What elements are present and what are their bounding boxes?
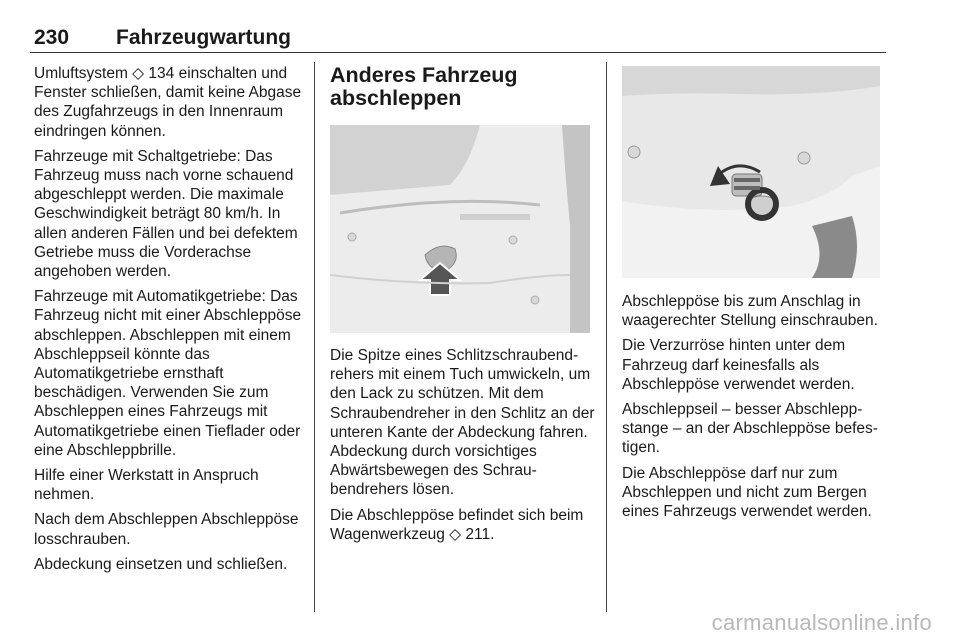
paragraph: Die Verzurröse hinten unter dem Fahrzeug darf keinesfalls als Abschleppöse verwendet werden. (622, 337, 855, 393)
paragraph: Die Abschleppöse befindet sich beim Wagenwerkzeug ◇ 211. (330, 506, 584, 543)
column-divider (314, 62, 315, 612)
column-divider (606, 62, 607, 612)
paragraph: Die Abschleppöse darf nur zum Abschleppen und nicht zum Bergen eines Fahrzeugs verwendet werden. (622, 464, 872, 521)
bumper-cover-drawing (330, 125, 590, 333)
paragraph: Die Spitze eines Schlitzschraubendrehers mit einem Tuch umwickeln, um den Lack zu schützen. Mit dem Schraubendreher in den Schlitz an der unteren Kante der Abdeckung fahren. Abdeckung durch vorsichtiges Abwärtsbewegen des Schraubendrehers lösen. (330, 347, 595, 499)
section-title: Anderes Fahrzeug abschleppen (330, 63, 518, 110)
page-title: Fahrzeugwartung (116, 26, 292, 49)
column-2-text (330, 346, 595, 550)
column-3-text (622, 292, 890, 527)
bumper-cover-illustration (330, 125, 590, 333)
paragraph: Hilfe einer Werkstatt in Anspruch nehmen. (34, 467, 259, 504)
paragraph: Abschleppseil – besser Abschleppstange – an der Abschleppöse befestigen. (622, 401, 878, 457)
paragraph: Nach dem Abschleppen Abschleppöse losschrauben. (34, 511, 299, 548)
paragraph: Abschleppöse bis zum Anschlag in waagerechter Stellung einschrauben. (622, 293, 878, 330)
paragraph: Fahrzeuge mit Schaltgetriebe: Das Fahrzeug muss nach vorne schauend abgeschleppt werden. Die maximale Geschwindigkeit beträgt 80 km/h. In allen anderen Fällen und bei defektem Getriebe muss die Vorderachse angehoben werden. (34, 147, 298, 281)
column-2-heading (330, 64, 595, 110)
paragraph: Abdeckung einsetzen und schließen. (34, 555, 288, 573)
towing-eye-illustration (622, 66, 880, 278)
page-number: 230 (34, 26, 70, 49)
paragraph: Fahrzeuge mit Automatikgetriebe: Das Fahrzeug nicht mit einer Abschleppöse abschleppen. Abschleppen mit einem Abschleppseil könnte das Automatikgetriebe ernsthaft beschädigen. Verwenden Sie zum Abschleppen eines Fahrzeugs mit Automatikgetriebe einen Tieflader oder eine Abschleppbrille. (34, 288, 302, 459)
page-header (30, 24, 886, 53)
paragraph: Umluftsystem ◇ 134 einschalten und Fenster schließen, damit keine Abgase des Zugfahrzeugs in den Innenraum eindringen können. (34, 65, 302, 140)
towing-eye-drawing (622, 66, 880, 278)
watermark: carmanualsonline.info (711, 610, 932, 635)
column-1 (34, 64, 302, 580)
